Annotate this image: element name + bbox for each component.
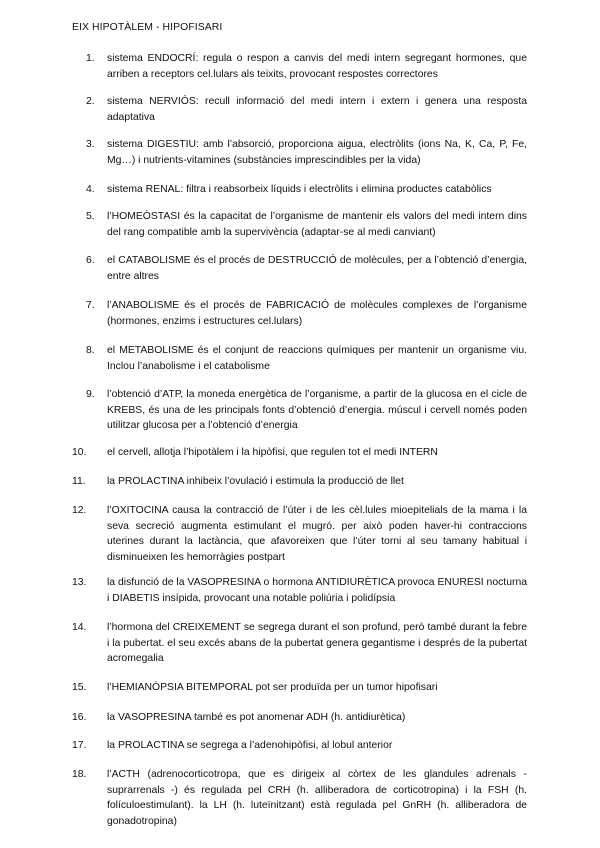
- list-item: [72, 738, 527, 754]
- item-text: sistema ENDOCRÍ: regula o respon a canvis del medi intern segregant hormones, que arriben a receptors cel.lulars als teixits, provocant respostes correctores: [107, 53, 527, 80]
- item-number: 2.: [86, 96, 95, 107]
- list-item: [72, 710, 527, 726]
- item-text: l’HOMEÒSTASI és la capacitat de l’organisme de mantenir els valors del medi intern dins del rang compatible amb la supervivència (adaptar-se al medi canviant): [107, 211, 527, 238]
- item-number: 7.: [86, 300, 95, 311]
- item-text: l’obtenció d’ATP, la moneda energètica de l’organisme, a partir de la glucosa en el cicle de KREBS, és una de les principals fonts d’obtenció d’energia. múscul i cervell només poden utilitzar glucosa per a l’obtenció d’energia: [107, 389, 527, 431]
- item-text: el METABOLISME és el conjunt de reaccions químiques per mantenir un organisme viu. Inclou l’anabolisme i el catabolisme: [107, 345, 527, 372]
- list-item: [72, 620, 527, 667]
- item-number: 5.: [86, 211, 95, 222]
- item-text: sistema DIGESTIU: amb l’absorció, proporciona aigua, electròlits (ions Na, K, Ca, P, Fe, Mg…) i nutrients-vitamines (substàncies imprescindibles per la vida): [107, 139, 527, 166]
- item-number: 3.: [86, 139, 95, 150]
- list-item: [72, 575, 527, 606]
- list-item: [72, 137, 527, 168]
- list-item: [72, 767, 527, 829]
- item-number: 18.: [72, 769, 87, 780]
- list-item: [72, 680, 527, 696]
- item-text: la VASOPRESINA també es pot anomenar ADH (h. antidiurètica): [107, 712, 406, 723]
- item-number: 16.: [72, 712, 87, 723]
- item-text: sistema RENAL: filtra i reabsorbeix líquids i electròlits i elimina productes catabòlics: [107, 184, 492, 195]
- item-number: 1.: [86, 53, 95, 64]
- item-text: l’ANABOLISME és el procés de FABRICACIÓ de molècules complexes de l’organisme (hormones, enzims i estructures cel.lulars): [107, 300, 527, 327]
- list-item: [72, 253, 527, 284]
- list-item: [72, 445, 527, 461]
- item-number: 4.: [86, 184, 95, 195]
- list-item: [72, 343, 527, 374]
- list-item: [72, 503, 527, 565]
- item-text: la disfunció de la VASOPRESINA o hormona ANTIDIURÈTICA provoca ENURESI nocturna i DIABETIS insípida, provocant una notable poliúria i polidípsia: [107, 577, 527, 604]
- list-item: [72, 94, 527, 125]
- item-text: l’ACTH (adrenocorticotropa, que es dirigeix al còrtex de les glandules adrenals - suprarrenals -) és regulada pel CRH (h. alliberadora de corticotropina) i la FSH (h. folículoestimulant). la LH (h. luteïnitzant) està regulada pel GnRH (h. alliberadora de gonadotropina): [107, 769, 527, 827]
- item-number: 17.: [72, 740, 87, 751]
- item-number: 14.: [72, 622, 87, 633]
- item-number: 12.: [72, 505, 87, 516]
- item-text: l’HEMIANÒPSIA BITEMPORAL pot ser produïda per un tumor hipofisari: [107, 682, 438, 693]
- item-number: 8.: [86, 345, 95, 356]
- list-item: [72, 387, 527, 434]
- list-item: [72, 51, 527, 82]
- item-number: 9.: [86, 389, 95, 400]
- document-title: EIX HIPOTÀLEM - HIPOFISARI: [72, 22, 223, 33]
- list-item: [72, 182, 527, 198]
- item-number: 13.: [72, 577, 87, 588]
- list-item: [72, 209, 527, 240]
- item-text: el cervell, allotja l’hipotàlem i la hipòfisi, que regulen tot el medi INTERN: [107, 447, 438, 458]
- item-number: 10.: [72, 447, 87, 458]
- list-item: [72, 298, 527, 329]
- item-text: l’hormona del CREIXEMENT se segrega durant el son profund, però també durant la febre i la pubertat. el seu excés abans de la pubertat genera gegantisme i després de la pubertat acromegalia: [107, 622, 527, 664]
- item-text: el CATABOLISME és el procés de DESTRUCCIÓ de molècules, per a l’obtenció d’energia, entre altres: [107, 255, 527, 282]
- item-number: 6.: [86, 255, 95, 266]
- item-number: 15.: [72, 682, 87, 693]
- list-item: [72, 474, 527, 490]
- item-text: la PROLACTINA se segrega a l’adenohipòfisi, al lobul anterior: [107, 740, 393, 751]
- item-text: sistema NERVIÓS: recull informació del medi intern i extern i genera una resposta adaptativa: [107, 96, 527, 123]
- item-text: la PROLACTINA inhibeix l’ovulació i estimula la producció de llet: [107, 476, 404, 487]
- item-text: l’OXITOCINA causa la contracció de l’úter i de les cèl.lules mioepitelials de la mama i la seva secreció augmenta estimulant el mugró. per això poden haver-hi contraccions uterines durant la lactància, que afavoreixen que l’úter torni al seu tamany habitual i disminueixen les hemorràgies postpart: [107, 505, 527, 563]
- item-number: 11.: [72, 476, 86, 487]
